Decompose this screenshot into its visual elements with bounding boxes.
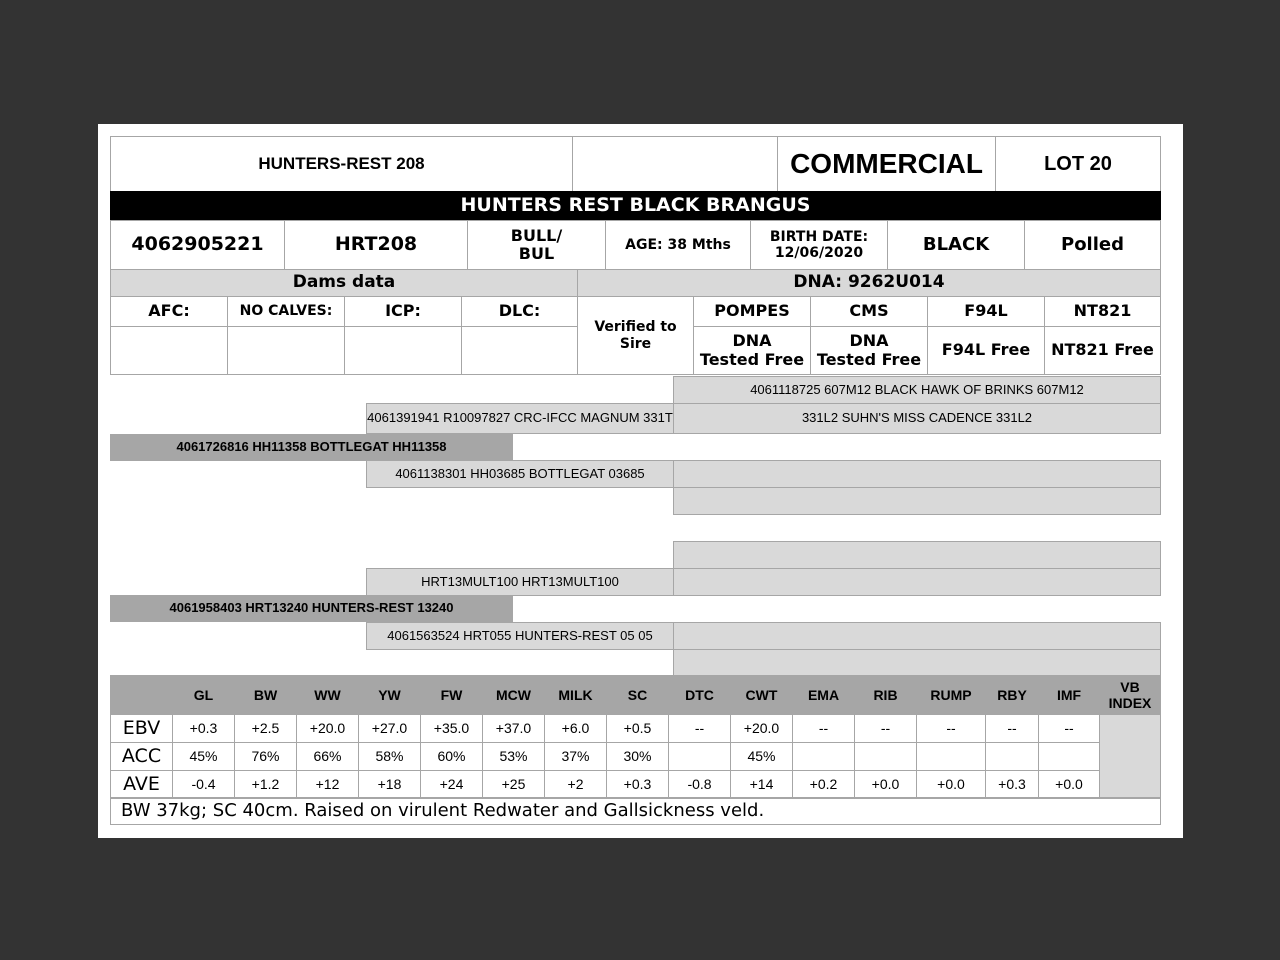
pedigree-dam-dam-sire [673,622,1161,650]
ebv-value-cell: 58% [358,742,421,771]
ebv-value-cell: -- [985,714,1039,743]
ebv-value-cell: -0.8 [668,770,731,799]
ebv-value-cell: +0.0 [916,770,986,799]
pedigree-sire-sire-sire: 4061118725 607M12 BLACK HAWK OF BRINKS 607M12 [673,376,1161,404]
vb-index-header [1099,675,1161,715]
animal-tag: HRT208 [284,220,468,270]
dna-test-name: CMS [810,296,928,327]
birth-date [750,220,888,270]
dlc-value [461,326,578,375]
ebv-value-cell: +0.0 [854,770,917,799]
dna-test-result [810,326,928,375]
animal-sex [467,220,606,270]
ebv-value-cell: +14 [730,770,793,799]
lot-number: LOT 20 [995,136,1161,192]
pedigree-sire-dam-sire [673,460,1161,488]
ebv-value-cell: -- [1038,714,1100,743]
sale-lot-card [98,124,1183,838]
ebv-value-cell: +6.0 [544,714,607,743]
pedigree-sire-dam-dam [673,487,1161,515]
comment-text: BW 37kg; SC 40cm. Raised on virulent Redwater and Gallsickness veld. [110,797,1161,825]
ebv-value-cell: +1.2 [234,770,297,799]
animal-colour: BLACK [887,220,1025,270]
animal-sex-line1: BULL/ [510,225,563,245]
ebv-value-cell [854,742,917,771]
ebv-column-header: FW [420,675,483,715]
dna-test-name: POMPES [693,296,811,327]
ebv-column-header: EMA [792,675,855,715]
dna-result-line1: DNA [732,331,772,351]
ebv-value-cell [985,742,1039,771]
ebv-value-cell: -- [668,714,731,743]
ebv-column-header: BW [234,675,297,715]
vb-index-header-line: INDEX [1108,695,1152,711]
pedigree-dam-sire: HRT13MULT100 HRT13MULT100 [366,568,674,596]
pedigree-dam-sire-dam [673,568,1161,596]
ebv-value-cell: +20.0 [730,714,793,743]
ebv-value-cell: -- [854,714,917,743]
pedigree-dam-dam-dam [673,649,1161,677]
ebv-row-label: EBV [110,714,173,743]
dna-test-result [1044,326,1161,375]
ebv-value-cell: +0.2 [792,770,855,799]
ebv-value-cell: +18 [358,770,421,799]
ebv-column-header: GL [172,675,235,715]
ebv-value-cell: +0.3 [172,714,235,743]
dna-test-result [693,326,811,375]
ebv-value-cell: +0.3 [606,770,669,799]
pedigree-sire-sire-dam: 331L2 SUHN'S MISS CADENCE 331L2 [673,403,1161,434]
vb-index-header-line: VB [1120,678,1140,695]
afc-label: AFC: [110,296,228,327]
breed-banner: HUNTERS REST BLACK BRANGUS [110,191,1161,221]
ebv-column-header: RUMP [916,675,986,715]
dna-result-line1: NT821 Free [1051,340,1154,360]
dna-test-name: F94L [927,296,1045,327]
pedigree-dam-dam: 4061563524 HRT055 HUNTERS-REST 05 05 [366,622,674,650]
dna-test-name: NT821 [1044,296,1161,327]
ebv-value-cell: 60% [420,742,483,771]
horn-status: Polled [1024,220,1161,270]
ebv-value-cell: -- [792,714,855,743]
ebv-column-header: SC [606,675,669,715]
ebv-value-cell: 66% [296,742,359,771]
ebv-value-cell: +0.0 [1038,770,1100,799]
icp-label: ICP: [344,296,462,327]
birth-date-label: BIRTH DATE: [769,228,869,245]
ebv-column-header: MILK [544,675,607,715]
ebv-value-cell: +27.0 [358,714,421,743]
ebv-value-cell [792,742,855,771]
birth-date-value: 12/06/2020 [774,245,864,261]
ebv-value-cell: +20.0 [296,714,359,743]
animal-age: AGE: 38 Mths [605,220,751,270]
dna-test-result [927,326,1045,375]
animal-id: 4062905221 [110,220,285,270]
dams-data-title: Dams data [110,269,578,297]
ebv-value-cell: 30% [606,742,669,771]
ebv-column-header: WW [296,675,359,715]
ebv-row-label: ACC [110,742,173,771]
ebv-value-cell: -- [916,714,986,743]
pedigree-sire-sire: 4061391941 R10097827 CRC-IFCC MAGNUM 331T [366,403,674,434]
icp-value [344,326,462,375]
no-calves-value [227,326,345,375]
category-label: COMMERCIAL [777,136,996,192]
ebv-column-header: RIB [854,675,917,715]
ebv-value-cell: 45% [172,742,235,771]
ebv-row-label: AVE [110,770,173,799]
ebv-value-cell: 53% [482,742,545,771]
dlc-label: DLC: [461,296,578,327]
ebv-value-cell: 76% [234,742,297,771]
verified-line1: Verified to [594,319,677,336]
pedigree-dam-sire-sire [673,541,1161,569]
ebv-value-cell [668,742,731,771]
ebv-value-cell: +24 [420,770,483,799]
ebv-value-cell: +37.0 [482,714,545,743]
ebv-column-header: RBY [985,675,1039,715]
ebv-value-cell: +12 [296,770,359,799]
ebv-column-header: MCW [482,675,545,715]
ebv-column-header: IMF [1038,675,1100,715]
ebv-value-cell: 37% [544,742,607,771]
dna-result-line1: F94L Free [941,340,1031,360]
verified-to-sire [577,296,694,375]
animal-name: HUNTERS-REST 208 [110,136,573,192]
ebv-value-cell: 45% [730,742,793,771]
pedigree-dam: 4061958403 HRT13240 HUNTERS-REST 13240 [110,595,513,622]
ebv-value-cell [916,742,986,771]
ebv-value-cell: +2.5 [234,714,297,743]
vb-index-value [1099,714,1161,799]
pedigree-sire-dam: 4061138301 HH03685 BOTTLEGAT 03685 [366,460,674,488]
no-calves-label: NO CALVES: [227,296,345,327]
ebv-value-cell: -0.4 [172,770,235,799]
verified-line2: Sire [619,335,652,352]
ebv-value-cell: +2 [544,770,607,799]
pedigree-sire: 4061726816 HH11358 BOTTLEGAT HH11358 [110,434,513,461]
ebv-value-cell: +25 [482,770,545,799]
dna-result-line1: DNA [849,331,889,351]
dna-result-line2: Tested Free [699,349,805,369]
dna-title: DNA: 9262U014 [577,269,1161,297]
afc-value [110,326,228,375]
ebv-value-cell: +35.0 [420,714,483,743]
ebv-header-corner [110,675,173,715]
animal-sex-line2: BUL [518,244,555,263]
ebv-column-header: CWT [730,675,793,715]
ebv-value-cell [1038,742,1100,771]
dna-result-line2: Tested Free [816,349,922,369]
ebv-value-cell: +0.5 [606,714,669,743]
ebv-value-cell: +0.3 [985,770,1039,799]
ebv-column-header: YW [358,675,421,715]
ebv-column-header: DTC [668,675,731,715]
header-blank-cell [572,136,778,192]
